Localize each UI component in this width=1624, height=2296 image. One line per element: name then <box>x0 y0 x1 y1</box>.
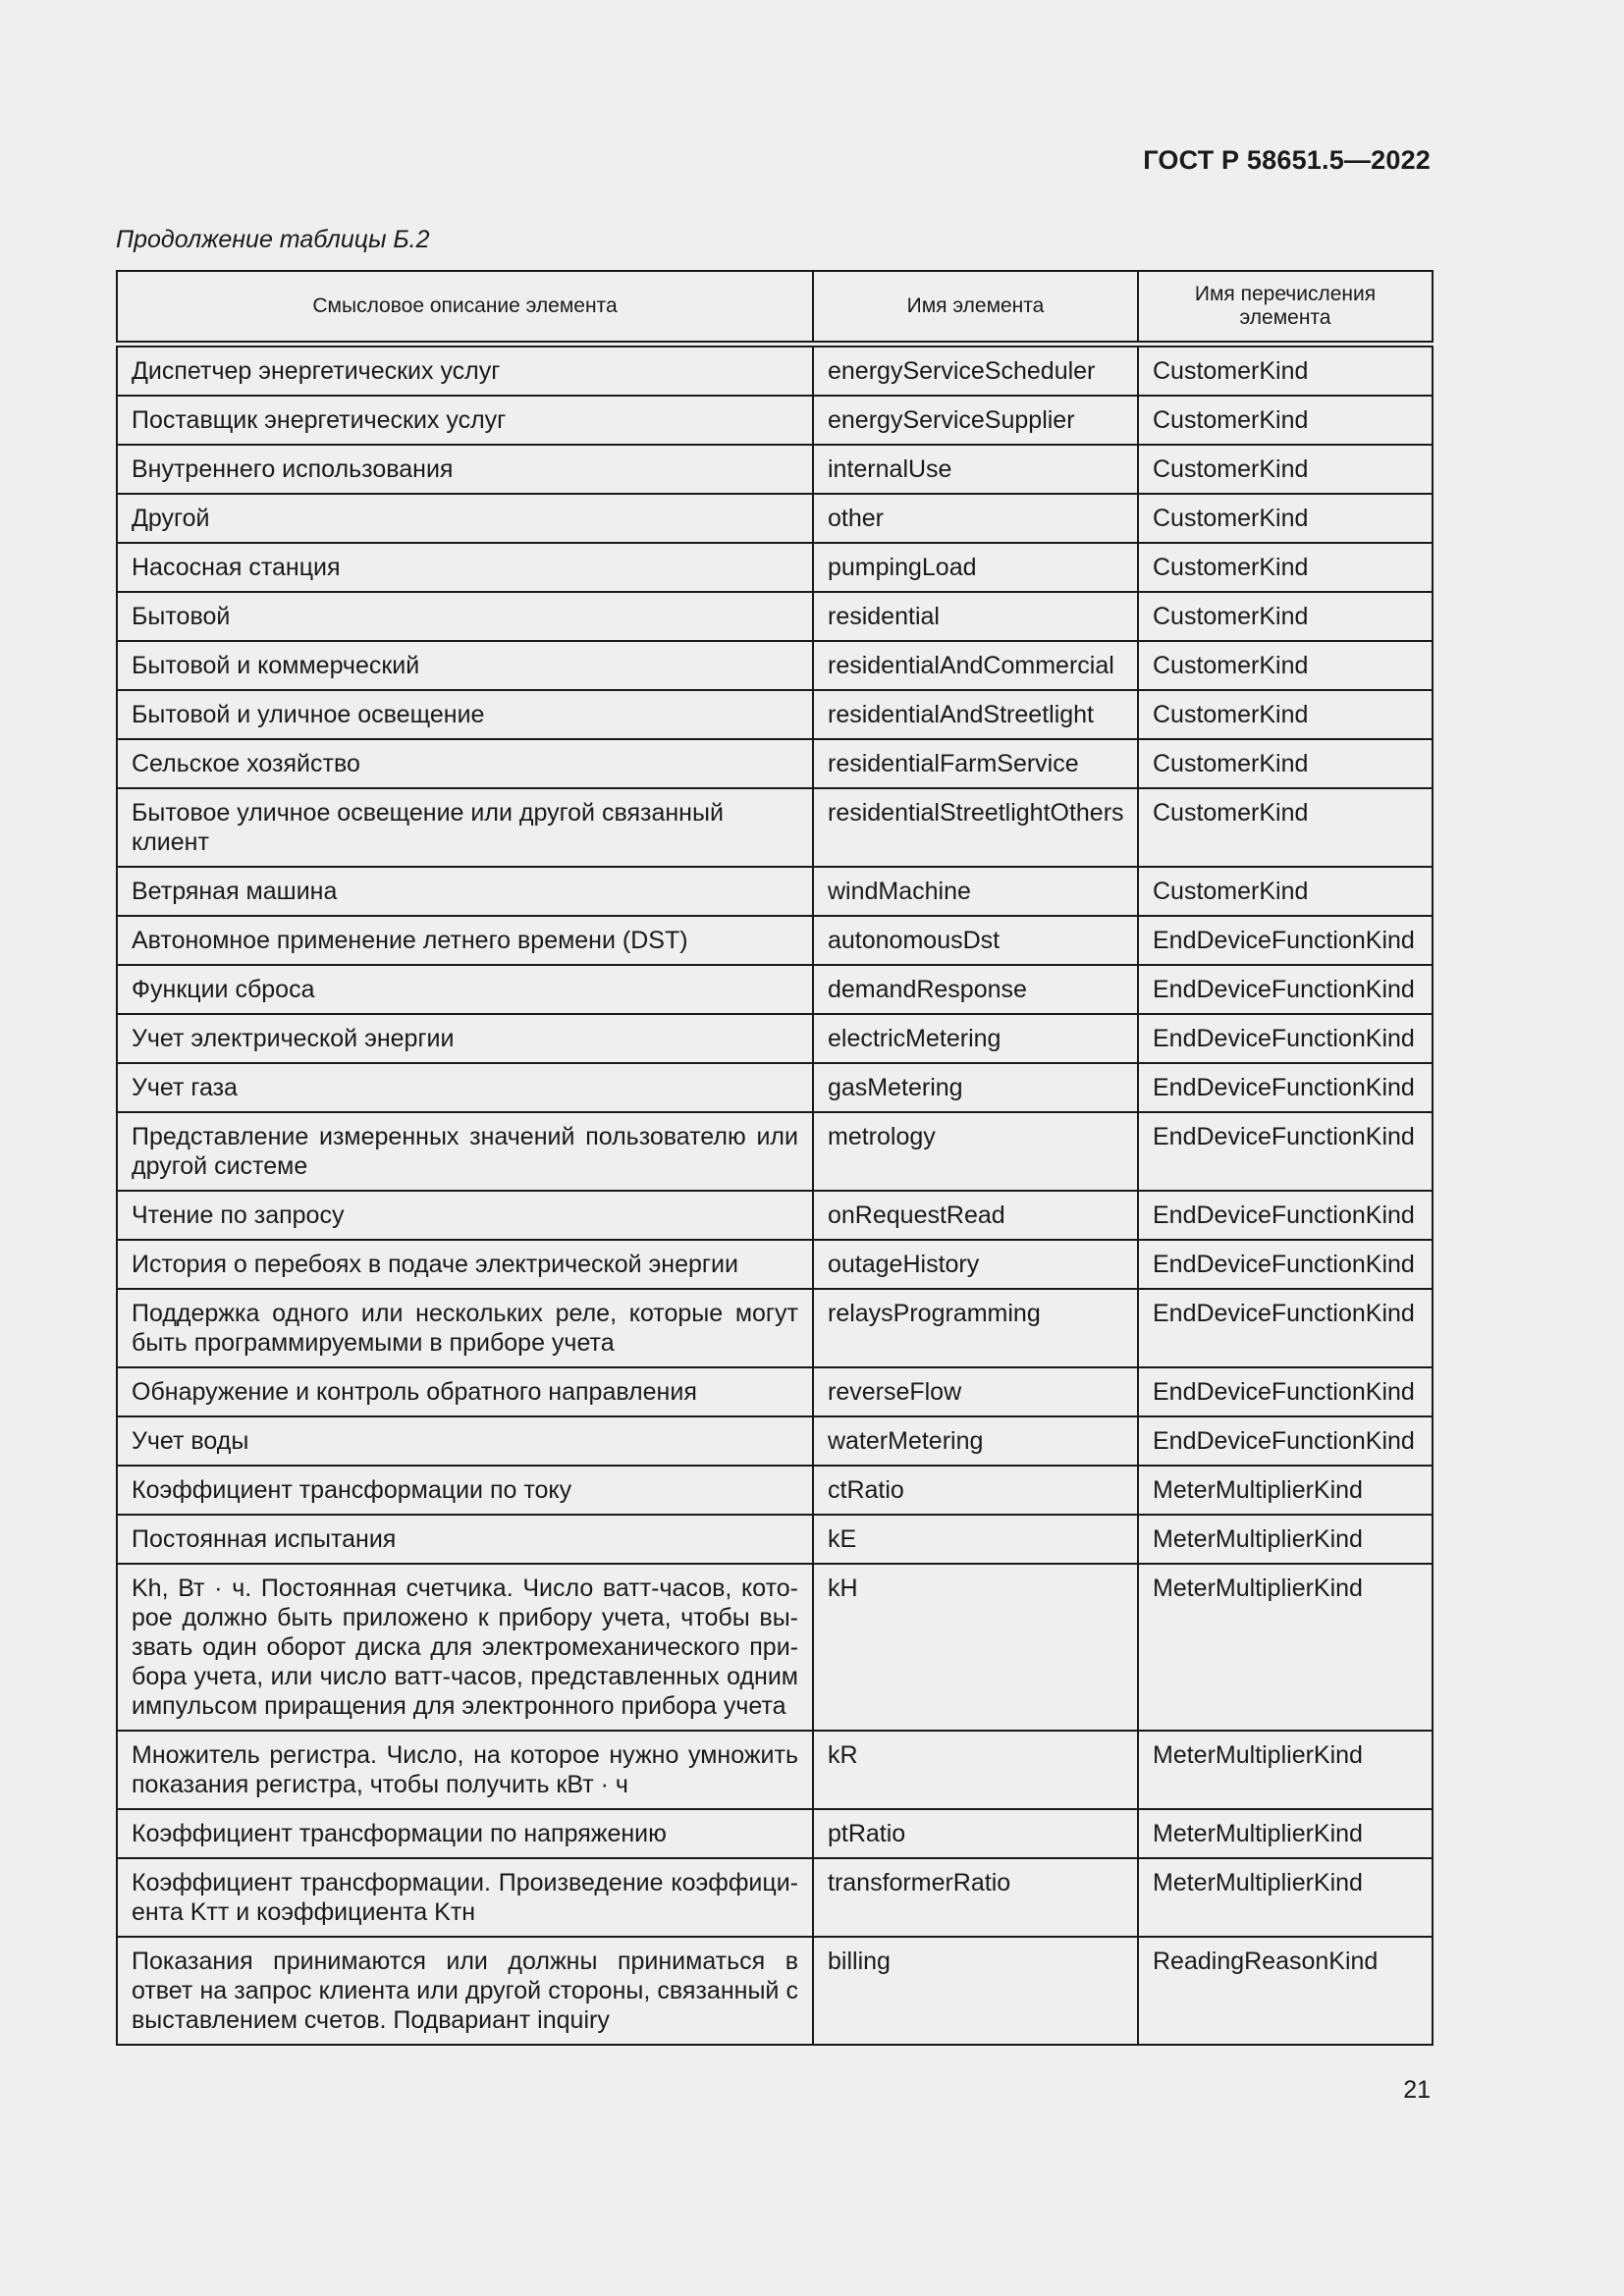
elements-table <box>116 270 1434 2046</box>
table-row <box>117 1014 1433 1063</box>
cell-element-name: outageHistory <box>813 1240 1138 1289</box>
table-row <box>117 592 1433 641</box>
cell-description: Учет воды <box>117 1416 813 1466</box>
cell-enum-name: CustomerKind <box>1138 739 1433 788</box>
cell-description: Ветряная машина <box>117 867 813 916</box>
table-header-row <box>117 271 1433 345</box>
cell-enum-name: MeterMultiplierKind <box>1138 1515 1433 1564</box>
cell-element-name: other <box>813 494 1138 543</box>
cell-description: Коэффициент трансформации по напряжению <box>117 1809 813 1858</box>
cell-description: Чтение по запросу <box>117 1191 813 1240</box>
table-row <box>117 1416 1433 1466</box>
table-row <box>117 788 1433 867</box>
cell-enum-name: CustomerKind <box>1138 445 1433 494</box>
table-row <box>117 1063 1433 1112</box>
cell-element-name: kE <box>813 1515 1138 1564</box>
cell-enum-name: EndDeviceFunctionKind <box>1138 1063 1433 1112</box>
cell-description: Насосная станция <box>117 543 813 592</box>
cell-element-name: ptRatio <box>813 1809 1138 1858</box>
cell-element-name: transformerRatio <box>813 1858 1138 1937</box>
table-row <box>117 1515 1433 1564</box>
table-row <box>117 494 1433 543</box>
cell-element-name: residentialAndCommercial <box>813 641 1138 690</box>
cell-enum-name: CustomerKind <box>1138 494 1433 543</box>
cell-enum-name: CustomerKind <box>1138 592 1433 641</box>
cell-description: Множитель регистра. Число, на которое нужно умножить показания регистра, чтобы получить кВт · ч <box>117 1731 813 1809</box>
cell-description: Внутреннего использования <box>117 445 813 494</box>
table-caption: Продолжение таблицы Б.2 <box>116 226 430 253</box>
cell-element-name: relaysProgramming <box>813 1289 1138 1367</box>
table-row <box>117 916 1433 965</box>
cell-enum-name: MeterMultiplierKind <box>1138 1466 1433 1515</box>
page-number: 21 <box>1403 2076 1431 2104</box>
cell-element-name: reverseFlow <box>813 1367 1138 1416</box>
cell-description: Другой <box>117 494 813 543</box>
cell-description: Бытовое уличное освещение или другой связанный клиент <box>117 788 813 867</box>
table-row <box>117 965 1433 1014</box>
cell-enum-name: MeterMultiplierKind <box>1138 1809 1433 1858</box>
cell-description: Учет газа <box>117 1063 813 1112</box>
cell-element-name: residentialAndStreetlight <box>813 690 1138 739</box>
cell-description: Поддержка одного или нескольких реле, которые могут быть программируемыми в приборе учета <box>117 1289 813 1367</box>
cell-description: Автономное применение летнего времени (DST) <box>117 916 813 965</box>
cell-enum-name: EndDeviceFunctionKind <box>1138 1191 1433 1240</box>
cell-description: Бытовой и коммерческий <box>117 641 813 690</box>
cell-element-name: kH <box>813 1564 1138 1731</box>
cell-enum-name: EndDeviceFunctionKind <box>1138 1289 1433 1367</box>
cell-enum-name: ReadingReasonKind <box>1138 1937 1433 2045</box>
cell-element-name: onRequestRead <box>813 1191 1138 1240</box>
cell-element-name: billing <box>813 1937 1138 2045</box>
cell-element-name: pumpingLoad <box>813 543 1138 592</box>
cell-enum-name: EndDeviceFunctionKind <box>1138 1367 1433 1416</box>
cell-description: Коэффициент трансформации. Произведение коэффициента Kтт и коэффициента Kтн <box>117 1858 813 1937</box>
cell-enum-name: CustomerKind <box>1138 396 1433 445</box>
cell-enum-name: EndDeviceFunctionKind <box>1138 1240 1433 1289</box>
cell-element-name: autonomousDst <box>813 916 1138 965</box>
cell-description: Функции сброса <box>117 965 813 1014</box>
cell-element-name: gasMetering <box>813 1063 1138 1112</box>
cell-description: Бытовой <box>117 592 813 641</box>
table-row <box>117 1240 1433 1289</box>
cell-element-name: residentialFarmService <box>813 739 1138 788</box>
cell-enum-name: EndDeviceFunctionKind <box>1138 916 1433 965</box>
cell-element-name: electricMetering <box>813 1014 1138 1063</box>
table-row <box>117 345 1433 397</box>
cell-element-name: metrology <box>813 1112 1138 1191</box>
table-row <box>117 1191 1433 1240</box>
table-row <box>117 1112 1433 1191</box>
cell-element-name: kR <box>813 1731 1138 1809</box>
table-row <box>117 867 1433 916</box>
table-row <box>117 1466 1433 1515</box>
cell-enum-name: MeterMultiplierKind <box>1138 1564 1433 1731</box>
cell-description: Учет электрической энергии <box>117 1014 813 1063</box>
cell-enum-name: EndDeviceFunctionKind <box>1138 1416 1433 1466</box>
cell-description: История о перебоях в подаче электрической энергии <box>117 1240 813 1289</box>
table-row <box>117 1809 1433 1858</box>
cell-element-name: residential <box>813 592 1138 641</box>
cell-enum-name: CustomerKind <box>1138 543 1433 592</box>
cell-element-name: energyServiceSupplier <box>813 396 1138 445</box>
cell-description: Постоянная испытания <box>117 1515 813 1564</box>
cell-element-name: waterMetering <box>813 1416 1138 1466</box>
cell-enum-name: EndDeviceFunctionKind <box>1138 1014 1433 1063</box>
cell-enum-name: CustomerKind <box>1138 690 1433 739</box>
cell-description: Kh, Вт · ч. Постоянная счетчика. Число ватт-часов, которое должно быть приложено к прибору учета, чтобы вызвать один оборот диска для электромеханического прибора учета, или число ватт-часов, представленных одним импульсом приращения для электронного прибора учета <box>117 1564 813 1731</box>
table-row <box>117 445 1433 494</box>
cell-enum-name: MeterMultiplierKind <box>1138 1858 1433 1937</box>
cell-enum-name: MeterMultiplierKind <box>1138 1731 1433 1809</box>
cell-description: Сельское хозяйство <box>117 739 813 788</box>
cell-description: Бытовой и уличное освещение <box>117 690 813 739</box>
cell-enum-name: CustomerKind <box>1138 641 1433 690</box>
cell-element-name: demandResponse <box>813 965 1138 1014</box>
document-code: ГОСТ Р 58651.5—2022 <box>1143 145 1431 175</box>
cell-description: Поставщик энергетических услуг <box>117 396 813 445</box>
cell-enum-name: CustomerKind <box>1138 788 1433 867</box>
column-header-element-name: Имя элемента <box>813 271 1138 345</box>
table-row <box>117 1731 1433 1809</box>
table-row <box>117 739 1433 788</box>
cell-description: Диспетчер энергетических услуг <box>117 345 813 397</box>
cell-element-name: energyServiceScheduler <box>813 345 1138 397</box>
cell-element-name: residentialStreetlightOthers <box>813 788 1138 867</box>
cell-description: Показания принимаются или должны приниматься в ответ на запрос клиента или другой стороны, связанный с выставлением счетов. Подвариант inquiry <box>117 1937 813 2045</box>
table-row <box>117 1289 1433 1367</box>
table-row <box>117 1367 1433 1416</box>
cell-description: Обнаружение и контроль обратного направления <box>117 1367 813 1416</box>
table-row <box>117 543 1433 592</box>
column-header-description: Смысловое описание элемента <box>117 271 813 345</box>
cell-element-name: ctRatio <box>813 1466 1138 1515</box>
cell-description: Коэффициент трансформации по току <box>117 1466 813 1515</box>
cell-element-name: internalUse <box>813 445 1138 494</box>
table-row <box>117 690 1433 739</box>
table-row <box>117 1937 1433 2045</box>
table-row <box>117 641 1433 690</box>
cell-enum-name: EndDeviceFunctionKind <box>1138 1112 1433 1191</box>
cell-description: Представление измеренных значений пользователю или другой системе <box>117 1112 813 1191</box>
column-header-enum-name: Имя перечисления элемента <box>1138 271 1433 345</box>
table-row <box>117 396 1433 445</box>
table-row <box>117 1858 1433 1937</box>
cell-enum-name: CustomerKind <box>1138 867 1433 916</box>
cell-enum-name: EndDeviceFunctionKind <box>1138 965 1433 1014</box>
cell-enum-name: CustomerKind <box>1138 345 1433 397</box>
cell-element-name: windMachine <box>813 867 1138 916</box>
table-row <box>117 1564 1433 1731</box>
